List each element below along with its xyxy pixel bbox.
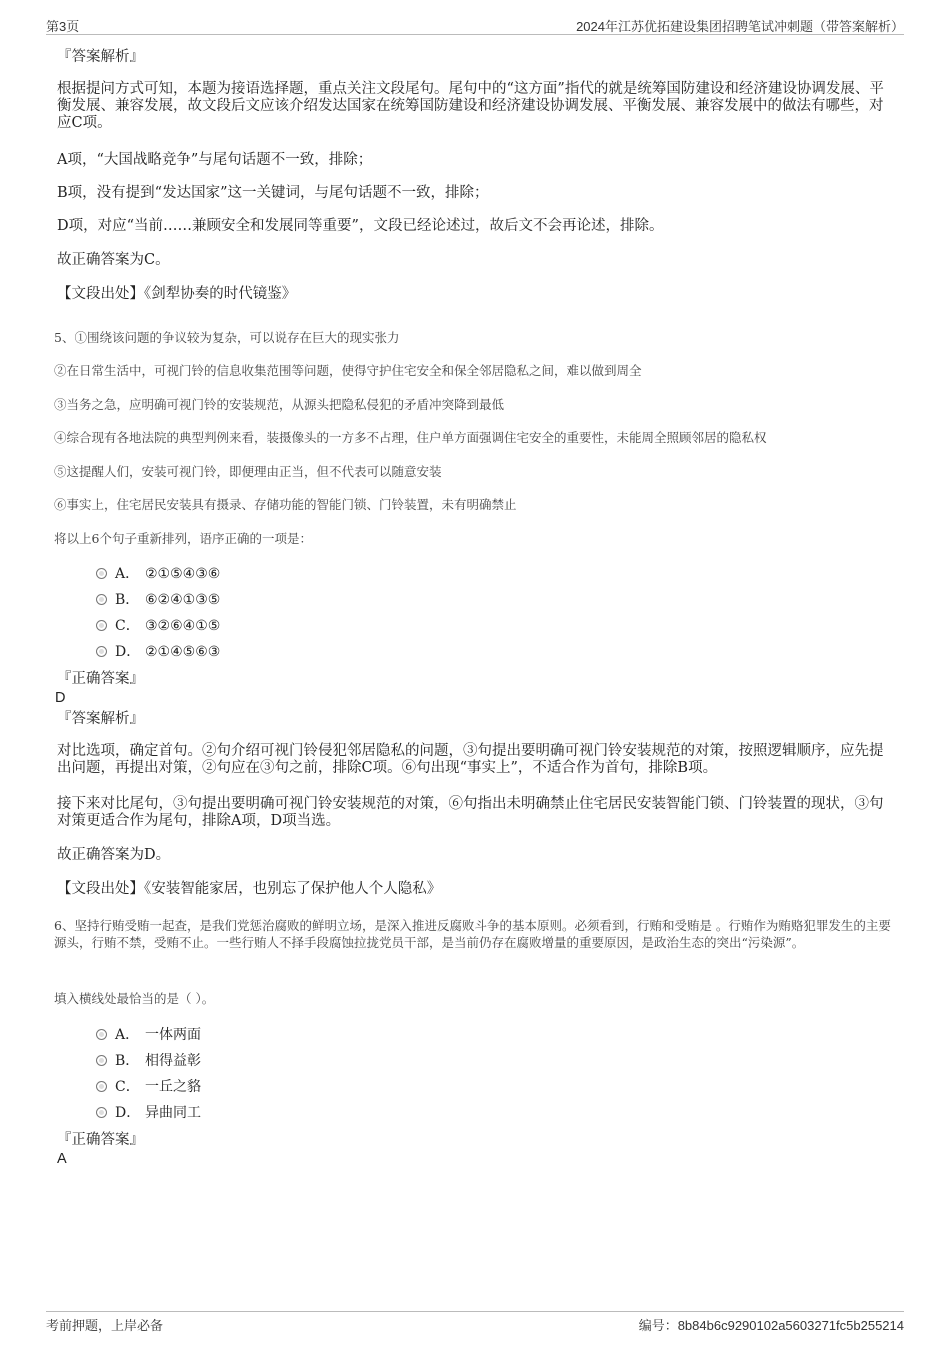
q4-source: 【文段出处】《剑犁协奏的时代镜鉴》 [57, 286, 297, 302]
q6-prompt: 填入横线处最恰当的是（ ）。 [54, 991, 215, 1006]
radio-icon[interactable] [96, 594, 107, 605]
option-text: ⑥②④①③⑤ [145, 592, 221, 608]
option-letter: C． [115, 618, 140, 634]
footer-slogan: 考前押题，上岸必备 [46, 1318, 164, 1333]
q4-analysis-option-d: D项，对应“当前……兼顾安全和发展同等重要”，文段已经论述过，故后文不会再论述，排除。 [57, 218, 664, 234]
q6-option-c[interactable] [96, 1078, 201, 1096]
q6-option-d[interactable] [96, 1104, 201, 1122]
q5-source: 【文段出处】《安装智能家居，也别忘了保护他人个人隐私》 [57, 881, 442, 897]
q5-sentence-2: ②在日常生活中，可视门铃的信息收集范围等问题，使得守护住宅安全和保全邻居隐私之间，难以做到周全 [54, 363, 642, 378]
q5-sentence-5: ⑤这提醒人们，安装可视门铃，即便理由正当，但不代表可以随意安装 [54, 464, 442, 479]
q4-analysis-paragraph: 根据提问方式可知，本题为接语选择题，重点关注文段尾句。尾句中的“这方面”指代的就是统筹国防建设和经济建设协调发展、平衡发展、兼容发展，故文段后文应该介绍发达国家在统筹国防建设和经济建设协调发展、平衡发展、兼容发展中的做法有哪些，对应C项。 [57, 81, 884, 131]
radio-icon[interactable] [96, 1029, 107, 1040]
option-text: 异曲同工 [145, 1105, 201, 1121]
q5-analysis-paragraph-2: 接下来对比尾句，③句提出要明确可视门铃安装规范的对策，⑥句指出未明确禁止住宅居民安装智能门锁、门铃装置的现状，③句对策更适合作为尾句，排除A项，D项当选。 [57, 796, 884, 829]
document-code: 编号：8b84b6c9290102a5603271fc5b255214 [638, 1318, 904, 1333]
q4-analysis-option-b: B项，没有提到“发达国家”这一关键词，与尾句话题不一致，排除； [57, 185, 489, 201]
q6-answer: A [57, 1151, 67, 1167]
q5-option-c[interactable] [96, 617, 220, 635]
page-header [46, 14, 904, 35]
q5-sentence-1: 5、①围绕该问题的争议较为复杂，可以说存在巨大的现实张力 [54, 330, 400, 345]
q4-conclusion: 故正确答案为C。 [57, 252, 170, 268]
q4-analysis-option-a: A项，“大国战略竞争”与尾句话题不一致，排除； [57, 152, 373, 168]
q5-sentence-6: ⑥事实上，住宅居民安装具有摄录、存储功能的智能门锁、门铃装置，未有明确禁止 [54, 497, 517, 512]
option-letter: D． [115, 644, 141, 660]
document-title: 2024年江苏优拓建设集团招聘笔试冲刺题（带答案解析） [576, 19, 904, 34]
q5-sentence-4: ④综合现有各地法院的典型判例来看，装摄像头的一方多不占理，住户单方面强调住宅安全的重要性，未能周全照顾邻居的隐私权 [54, 430, 767, 445]
q6-option-b[interactable] [96, 1052, 201, 1070]
q5-prompt: 将以上6个句子重新排列，语序正确的一项是： [54, 531, 312, 546]
radio-icon[interactable] [96, 1055, 107, 1066]
radio-icon[interactable] [96, 1081, 107, 1092]
page-number: 第3页 [46, 19, 80, 34]
q5-answer-label: 『正确答案』 [57, 671, 144, 687]
radio-icon[interactable] [96, 1107, 107, 1118]
option-letter: B． [115, 1053, 140, 1069]
q5-option-b[interactable] [96, 591, 220, 609]
option-letter: D． [115, 1105, 141, 1121]
option-text: 一体两面 [145, 1027, 201, 1043]
radio-icon[interactable] [96, 568, 107, 579]
option-text: ②①④⑤⑥③ [145, 644, 221, 660]
q5-option-a[interactable] [96, 565, 220, 583]
q5-analysis-paragraph-1: 对比选项，确定首句。②句介绍可视门铃侵犯邻居隐私的问题，③句提出要明确可视门铃安装规范的对策，按照逻辑顺序，应先提出问题，再提出对策，②句应在③句之前，排除C项。⑥句出现“事实上”，不适合作为首句，排除B项。 [57, 743, 884, 776]
q5-sentence-3: ③当务之急，应明确可视门铃的安装规范，从源头把隐私侵犯的矛盾冲突降到最低 [54, 397, 505, 412]
option-letter: A． [115, 1027, 140, 1043]
page-footer [46, 1311, 904, 1336]
option-letter: A． [115, 566, 140, 582]
q4-analysis-label: 『答案解析』 [57, 49, 144, 65]
q6-stem: 6、坚持行贿受贿一起查，是我们党惩治腐败的鲜明立场，是深入推进反腐败斗争的基本原则。必须看到，行贿和受贿是 。行贿作为贿赂犯罪发生的主要源头，行贿不禁，受贿不止。一些行贿人不择手段腐蚀拉拢党员干部，是当前仍存在腐败增量的重要原因，是政治生态的突出“污染源”。 [54, 918, 891, 950]
radio-icon[interactable] [96, 646, 107, 657]
radio-icon[interactable] [96, 620, 107, 631]
q5-answer: D [55, 690, 66, 706]
q5-analysis-label: 『答案解析』 [57, 711, 144, 727]
q6-option-a[interactable] [96, 1026, 201, 1044]
q5-conclusion: 故正确答案为D。 [57, 847, 171, 863]
option-text: ②①⑤④③⑥ [145, 566, 221, 582]
option-letter: C． [115, 1079, 140, 1095]
q5-option-d[interactable] [96, 643, 220, 661]
option-text: 相得益彰 [145, 1053, 201, 1069]
q6-answer-label: 『正确答案』 [57, 1132, 144, 1148]
option-text: 一丘之貉 [145, 1079, 201, 1095]
option-letter: B． [115, 592, 140, 608]
option-text: ③②⑥④①⑤ [145, 618, 221, 634]
